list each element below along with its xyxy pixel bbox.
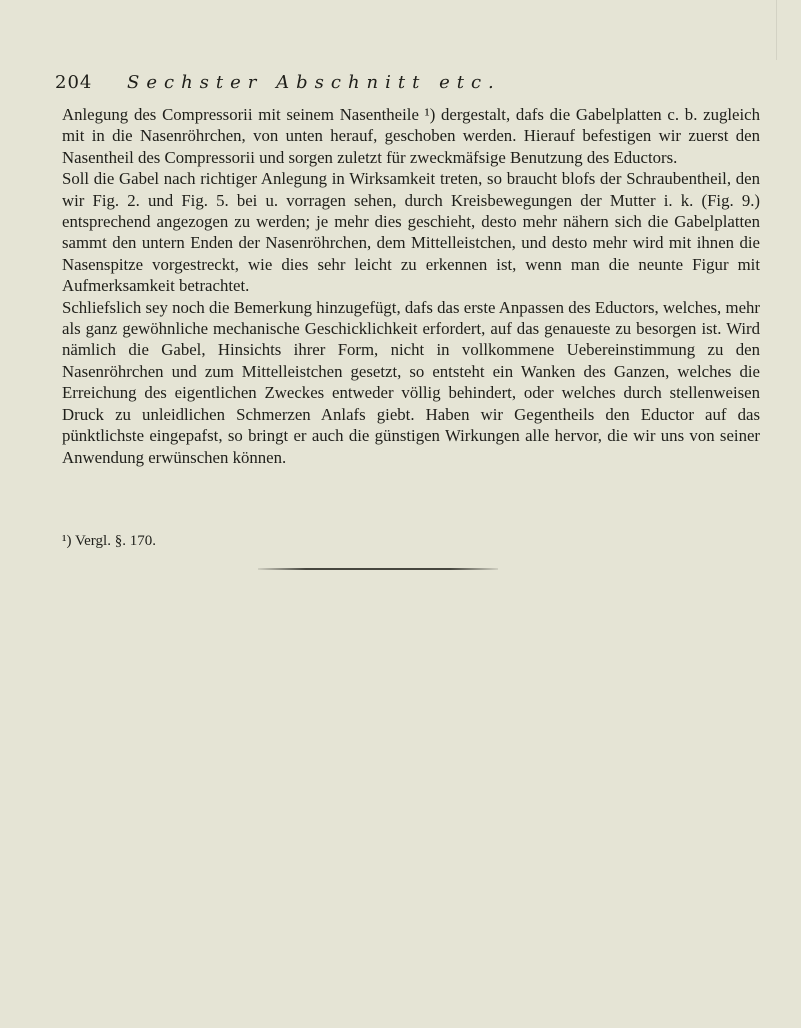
divider-rule [258,568,498,570]
running-head: Sechster Abschnitt etc. [127,72,501,93]
page-number: 204 [55,72,93,93]
paragraph-3: Schliefslich sey noch die Bemerkung hinzugefügt, dafs das erste Anpassen des Eductors, welches, mehr als ganz gewöhnliche mechanische Geschicklichkeit erfordert, auf das genaueste zu besorgen ist. Wird nämlich die Gabel, Hinsichts ihrer Form, nicht in vollkommene Uebereinstimmung zu den Nasenröhrchen und zum Mittelleistchen gesetzt, so entsteht ein Wanken des Ganzen, welches die Erreichung des eigentlichen Zweckes entweder völlig behindert, oder welches durch stellenweisen Druck zu unleidlichen Schmerzen Anlafs giebt. Haben wir Gegentheils den Eductor auf das pünktlichste eingepafst, so bringt er auch die günstigen Wirkungen alle hervor, die wir uns von seiner Anwendung erwünschen können. [62,297,760,467]
page-header [55,72,755,98]
page-edge-mark [776,0,801,60]
paragraph-1: Anlegung des Compressorii mit seinem Nasentheile ¹) dergestalt, dafs die Gabelplatten c. b. zugleich mit in die Nasenröhrchen, von unten herauf, geschoben werden. Hierauf befestigen wir zuerst den Nasentheil des Compressorii und sorgen zuletzt für zweckmäfsige Benutzung des Eductors. [62,105,760,167]
paragraph-2: Soll die Gabel nach richtiger Anlegung in Wirksamkeit treten, so braucht blofs der Schraubentheil, den wir Fig. 2. und Fig. 5. bei u. vorragen sehen, durch Kreisbewegungen der Mutter i. k. (Fig. 9.) entsprechend angezogen zu werden; je mehr dies geschieht, desto mehr nähern sich die Gabelplatten sammt den untern Enden der Nasenröhrchen, dem Mittelleistchen, und desto mehr wird mit ihnen die Nasenspitze vorgestreckt, wie dies sehr leicht zu erkennen ist, wenn man die neunte Figur mit Aufmerksamkeit betrachtet. [62,169,760,296]
body-text [62,104,760,468]
footnote: ¹) Vergl. §. 170. [62,533,156,549]
